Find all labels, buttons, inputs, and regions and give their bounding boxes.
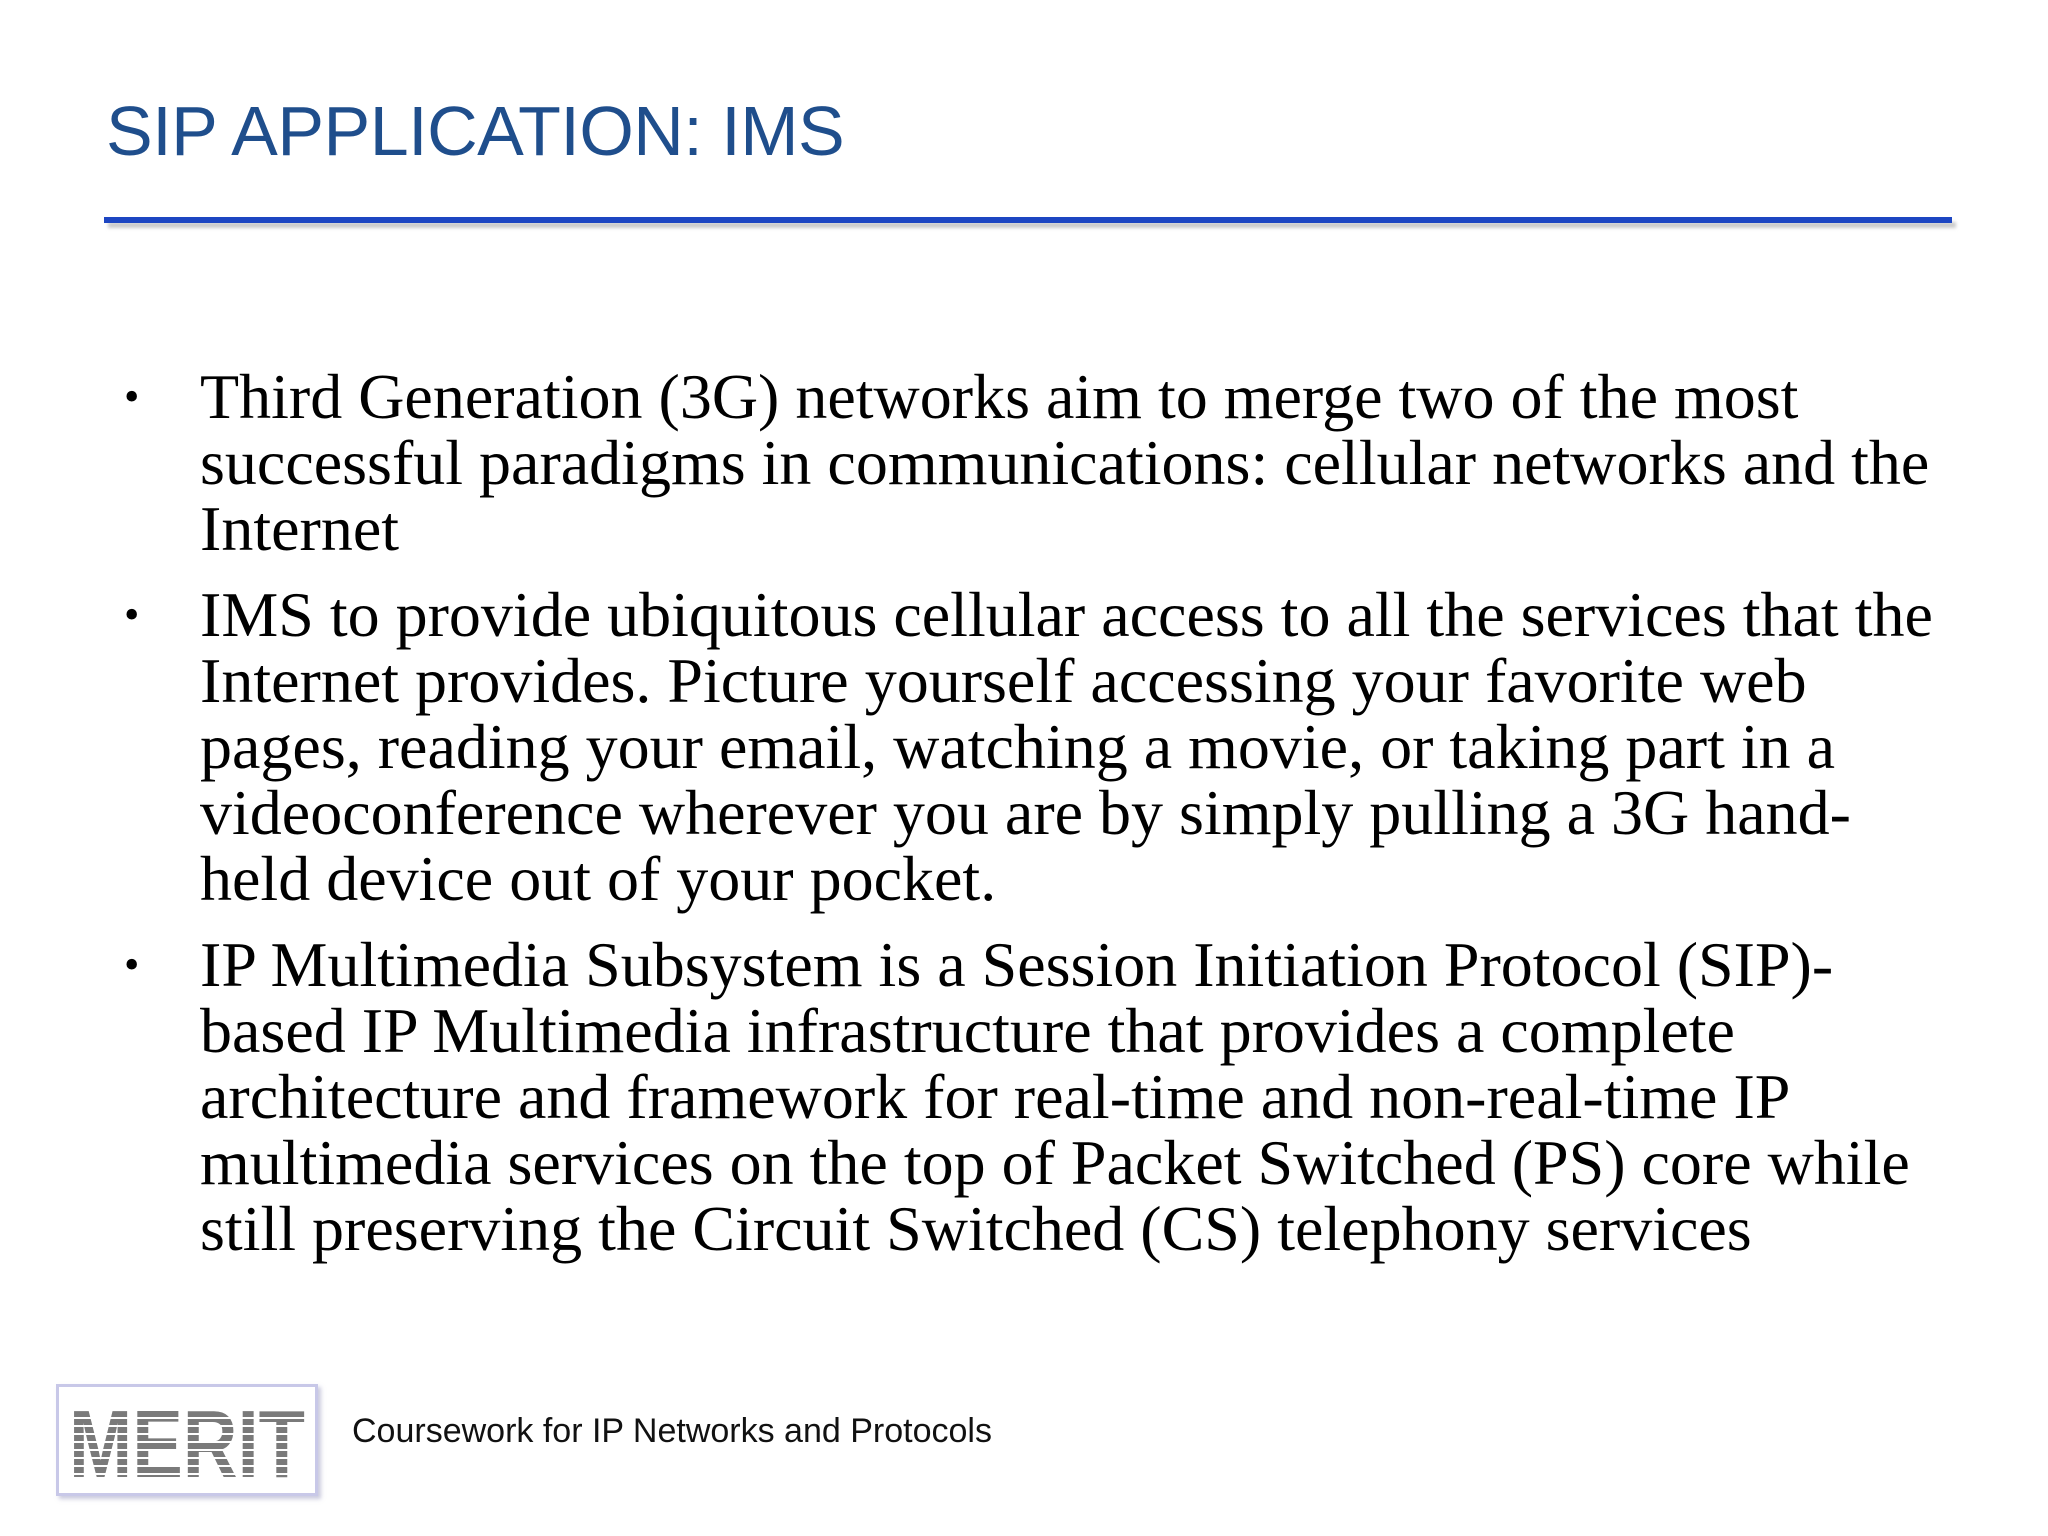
merit-logo [56, 1384, 318, 1496]
bullet-text: IMS to provide ubiquitous cellular access to all the services that the Internet provides. Picture yourself accessing your favorite web pages, reading your email, watching a movie, or taking part in a videoconference wherever you are by simply pulling a 3G hand-held device out of your pocket. [200, 579, 1933, 914]
bullet-text: Third Generation (3G) networks aim to merge two of the most successful paradigms in communications: cellular networks and the Internet [200, 361, 1930, 564]
bullet-list [120, 361, 1950, 1282]
merit-logo-icon [59, 1387, 315, 1498]
bullet-text: IP Multimedia Subsystem is a Session Initiation Protocol (SIP)-based IP Multimedia infrastructure that provides a complete architecture and framework for real-time and non-real-time IP multimedia services on the top of Packet Switched (PS) core while still preserving the Circuit Switched (CS) telephony services [200, 929, 1910, 1264]
slide-title: SIP APPLICATION: IMS [106, 92, 845, 170]
footer-text: Coursework for IP Networks and Protocols [352, 1412, 992, 1450]
title-divider [104, 217, 1952, 223]
bullet-icon: • [124, 940, 140, 989]
bullet-item [120, 361, 1950, 564]
logo-text: MERIT [69, 1391, 305, 1498]
bullet-icon: • [124, 372, 140, 421]
bullet-icon: • [124, 590, 140, 639]
bullet-item [120, 929, 1950, 1264]
bullet-item [120, 579, 1950, 914]
